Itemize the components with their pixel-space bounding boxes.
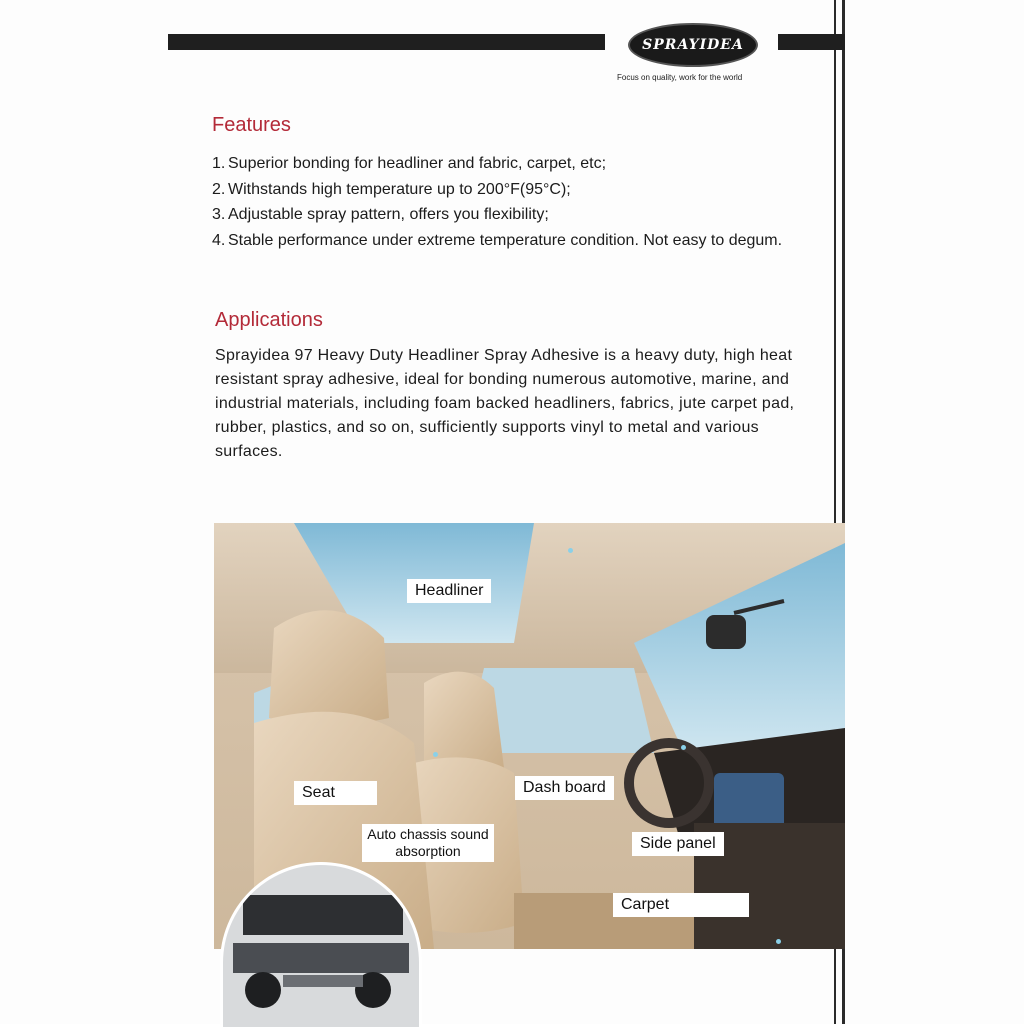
header-bar-right	[778, 34, 845, 50]
applications-heading: Applications	[215, 309, 323, 331]
label-auto-chassis: Auto chassis sound absorption	[362, 824, 494, 862]
label-headliner: Headliner	[407, 579, 491, 603]
applications-text: Sprayidea 97 Heavy Duty Headliner Spray Adhesive is a heavy duty, high heat resistant spray adhesive, ideal for bonding numerous automotive, marine, and industrial materials, including foam backed headliners, fabrics, jute carpet pad, rubber, plastics, and so on, sufficiently supports vinyl to metal and various surfaces.	[215, 347, 795, 460]
label-carpet: Carpet	[613, 893, 749, 917]
brand-logo	[628, 23, 758, 67]
label-dash-board: Dash board	[515, 776, 614, 800]
marker-dot	[433, 752, 438, 757]
features-heading: Features	[212, 114, 291, 136]
marker-dot	[568, 548, 573, 553]
chassis-drawing	[223, 865, 419, 1027]
marker-dot	[776, 939, 781, 944]
header-bar-left	[168, 34, 605, 50]
label-seat: Seat	[294, 781, 377, 805]
feature-item: 4. Stable performance under extreme temperature condition. Not easy to degum.	[212, 231, 783, 249]
label-side-panel: Side panel	[632, 832, 724, 856]
tagline: Focus on quality, work for the world	[617, 73, 743, 82]
feature-item: 1. Superior bonding for headliner and fabric, carpet, etc;	[212, 155, 607, 172]
features-list	[212, 151, 822, 253]
feature-item: 3. Adjustable spray pattern, offers you flexibility;	[212, 206, 549, 223]
feature-item: 2. Withstands high temperature up to 200°F(95°C);	[212, 180, 571, 198]
marker-dot	[681, 745, 686, 750]
logo-text: SPRAYIDEA	[642, 37, 744, 53]
